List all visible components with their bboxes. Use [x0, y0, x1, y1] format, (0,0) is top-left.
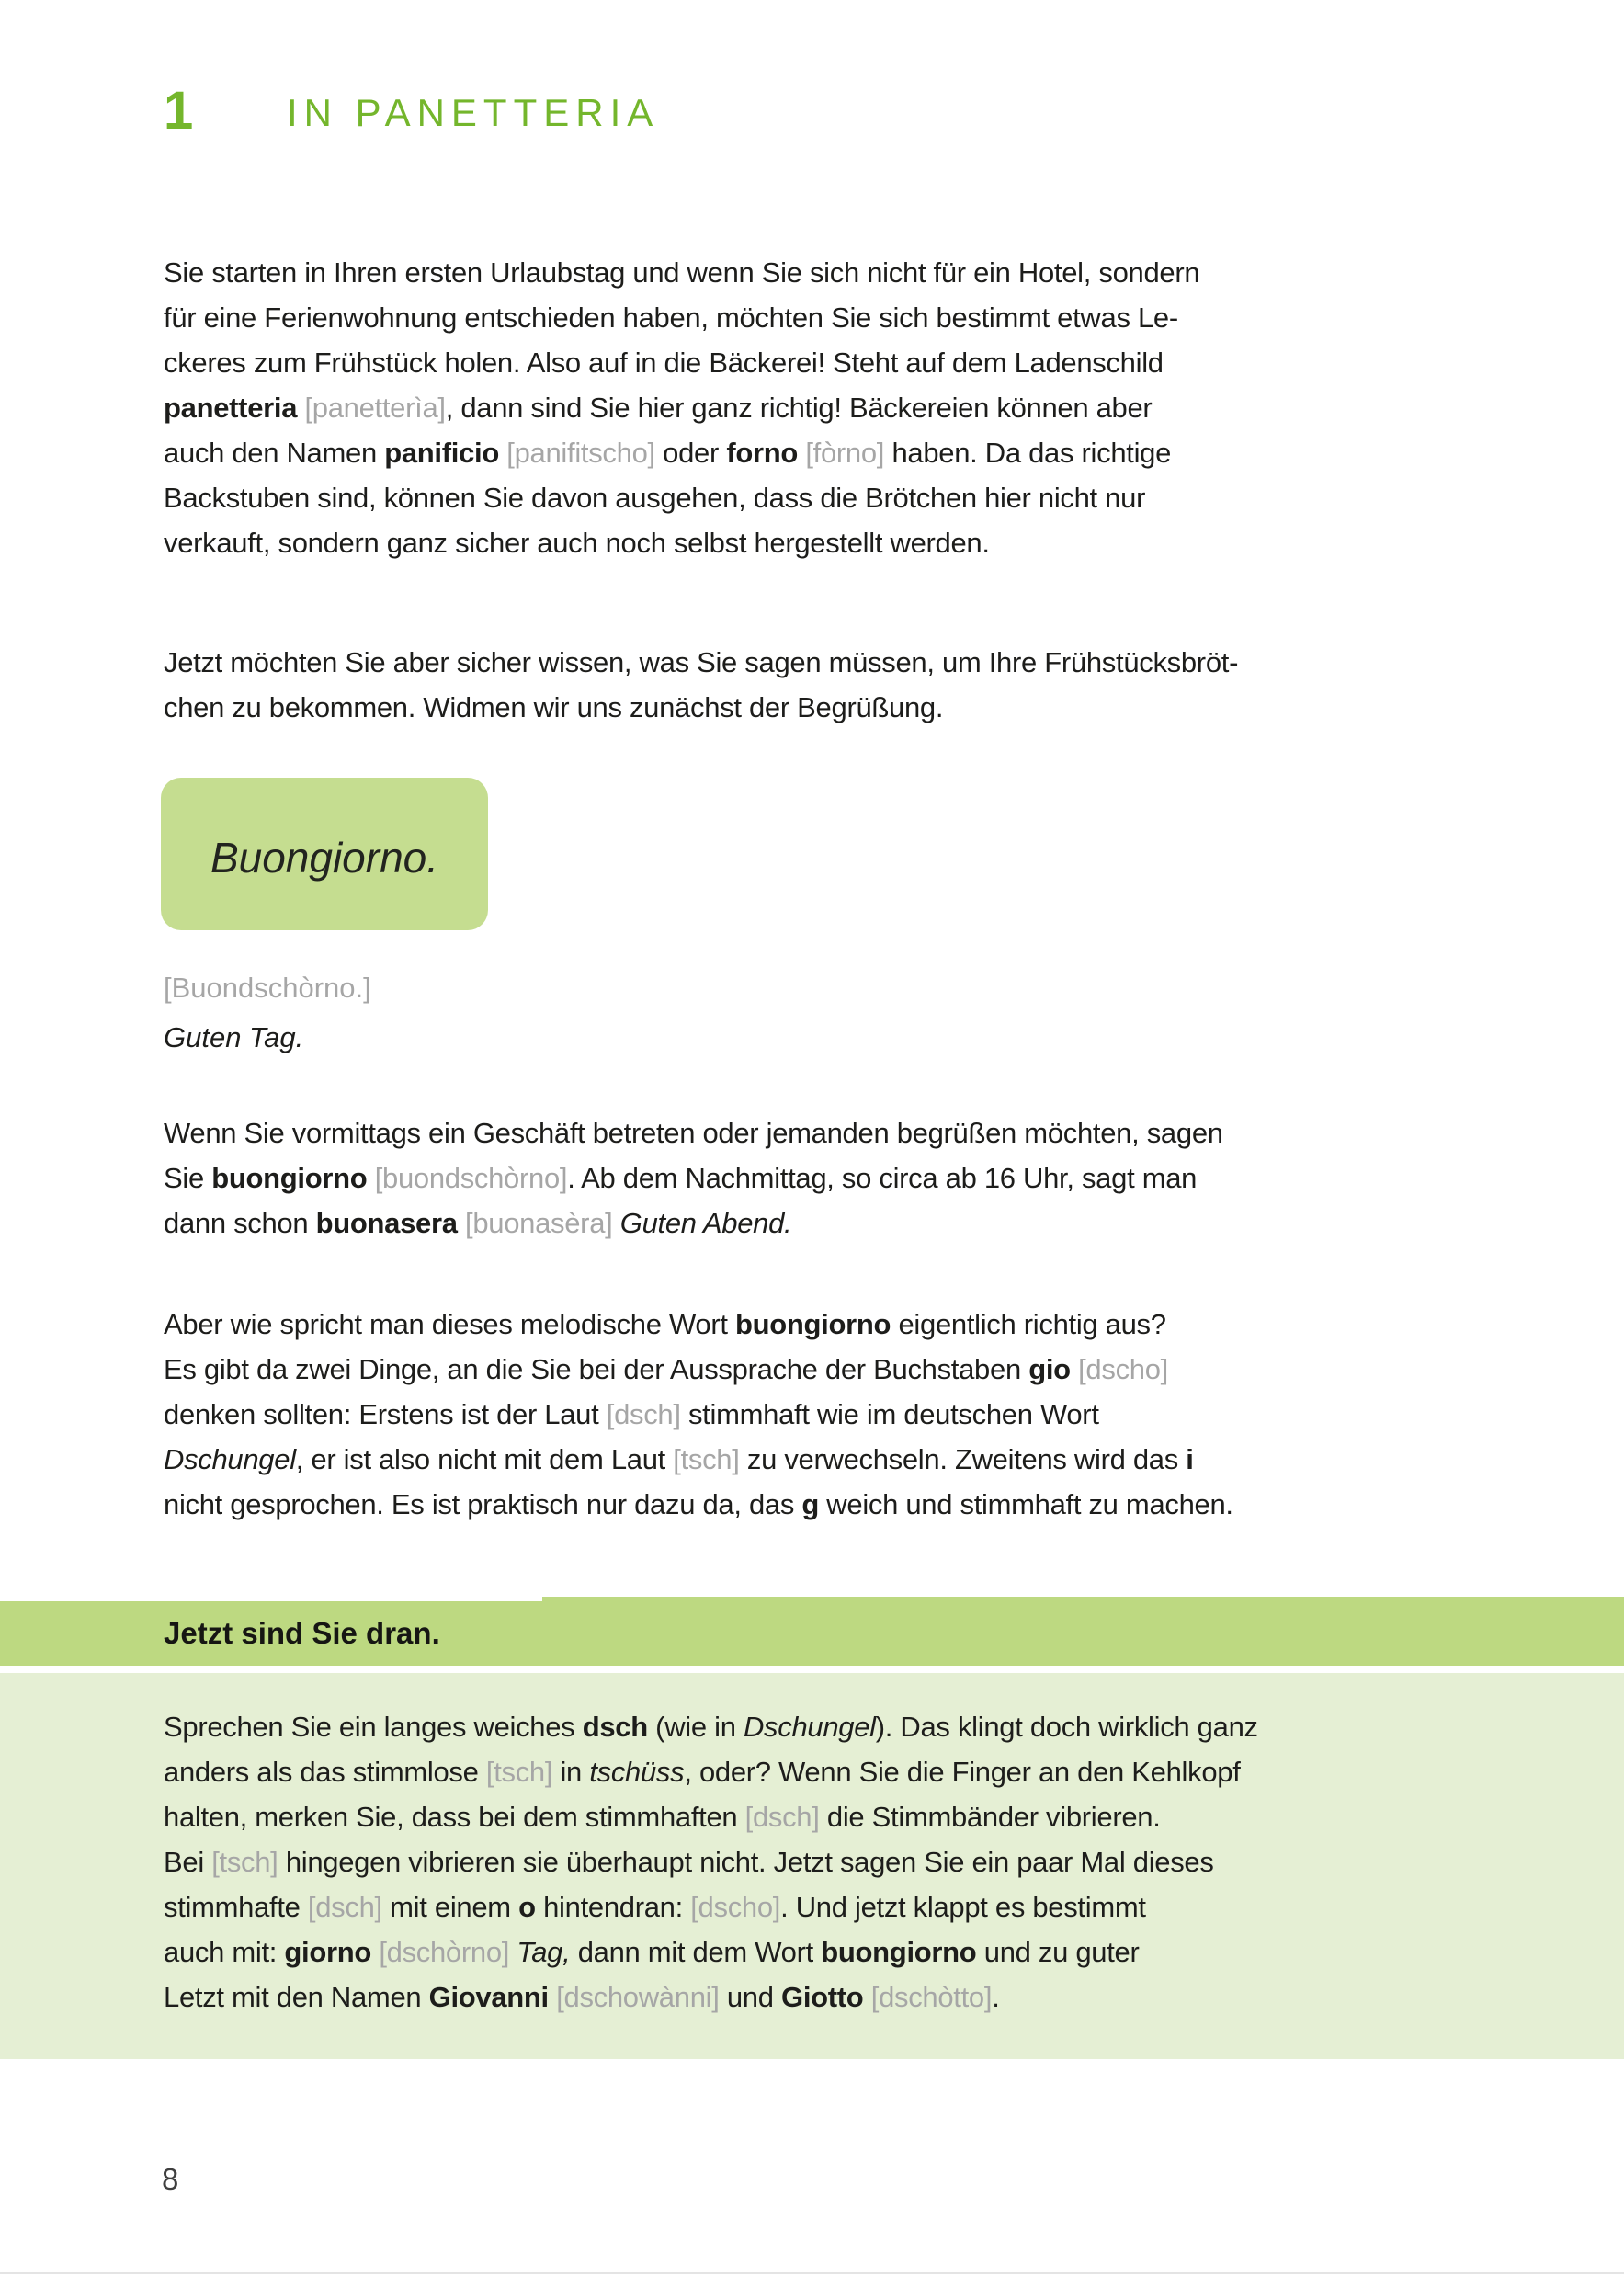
text-segment: hingegen vibrieren sie überhaupt nicht. Jetzt sagen Sie ein paar Mal dieses	[278, 1846, 1214, 1878]
text-segment: [dschòtto]	[863, 1981, 993, 2013]
text-segment: [tsch]	[673, 1443, 740, 1475]
text-segment: [dschòrno]	[371, 1936, 510, 1968]
text-segment: , dann sind Sie hier ganz richtig! Bäckereien können aber	[445, 392, 1153, 424]
text-segment: panificio	[384, 437, 499, 469]
text-line	[164, 685, 1238, 730]
text-segment: . Ab dem Nachmittag, so circa ab 16 Uhr, sagt man	[567, 1162, 1198, 1194]
text-line	[164, 1201, 1223, 1246]
text-segment: Wenn Sie vormittags ein Geschäft betreten oder jemanden begrüßen möchten, sagen	[164, 1117, 1223, 1149]
text-segment: i	[1186, 1443, 1194, 1475]
text-segment: dann schon	[164, 1207, 316, 1239]
text-segment: giorno	[284, 1936, 372, 1968]
text-segment: dsch	[582, 1711, 648, 1743]
text-line	[164, 1794, 1258, 1839]
text-segment: stimmhaft wie im deutschen Wort	[680, 1398, 1099, 1430]
text-segment: Letzt mit den Namen	[164, 1981, 429, 2013]
greeting-paragraph	[164, 640, 1238, 730]
text-segment: und zu guter	[976, 1936, 1140, 1968]
chapter-title: IN PANETTERIA	[287, 91, 660, 134]
text-segment: Es gibt da zwei Dinge, an die Sie bei der Aussprache der Buchstaben	[164, 1353, 1029, 1385]
text-line	[164, 1302, 1233, 1347]
text-segment: Giotto	[781, 1981, 864, 2013]
text-segment: buonasera	[315, 1207, 458, 1239]
text-segment: in	[552, 1756, 590, 1788]
text-line	[164, 1749, 1258, 1794]
text-segment: [tsch]	[211, 1846, 278, 1878]
pronunciation-explainer-paragraph	[164, 1302, 1233, 1527]
text-line	[164, 1884, 1258, 1929]
chapter-number: 1	[164, 81, 194, 141]
text-segment: buongiorno	[821, 1936, 977, 1968]
text-segment: zu verwechseln. Zweitens wird das	[739, 1443, 1187, 1475]
text-segment: (wie in	[647, 1711, 744, 1743]
page-number: 8	[162, 2162, 179, 2196]
text-segment: [dsch]	[744, 1801, 820, 1833]
text-line	[164, 250, 1199, 295]
text-segment	[612, 1207, 619, 1239]
bubble-pronunciation: [Buondschòrno.]	[164, 972, 371, 1004]
text-segment: Dschungel	[164, 1443, 296, 1475]
text-segment: eigentlich richtig aus?	[891, 1308, 1166, 1340]
text-segment: Sie starten in Ihren ersten Urlaubstag und wenn Sie sich nicht für ein Hotel, sondern	[164, 256, 1200, 289]
text-segment: [dschowànni]	[548, 1981, 720, 2013]
text-segment: Backstuben sind, können Sie davon ausgehen, dass die Brötchen hier nicht nur	[164, 482, 1146, 514]
text-line	[164, 640, 1238, 685]
text-line	[164, 1482, 1233, 1527]
text-segment: hintendran:	[535, 1891, 691, 1923]
text-segment: denken sollten: Erstens ist der Laut	[164, 1398, 607, 1430]
text-line	[164, 475, 1199, 520]
text-line	[164, 1839, 1258, 1884]
exercise-title: Jetzt sind Sie dran.	[164, 1616, 440, 1650]
text-line	[164, 1347, 1233, 1392]
text-line	[164, 1155, 1223, 1201]
text-segment: Jetzt möchten Sie aber sicher wissen, was Sie sagen müssen, um Ihre Frühstücksbröt-	[164, 646, 1239, 678]
exercise-paragraph	[164, 1704, 1258, 2020]
text-segment: und	[719, 1981, 781, 2013]
text-line	[164, 1929, 1258, 1974]
text-segment: Sie	[164, 1162, 212, 1194]
text-segment: weich und stimmhaft zu machen.	[818, 1488, 1233, 1520]
text-segment: Aber wie spricht man dieses melodische Wort	[164, 1308, 735, 1340]
text-segment: Bei	[164, 1846, 212, 1878]
usage-paragraph	[164, 1110, 1223, 1246]
text-segment: oder	[654, 437, 727, 469]
text-segment: [tsch]	[485, 1756, 553, 1788]
text-segment: Dschungel	[743, 1711, 876, 1743]
text-segment: auch den Namen	[164, 437, 385, 469]
text-segment: nicht gesprochen. Es ist praktisch nur dazu da, das	[164, 1488, 802, 1520]
text-segment: halten, merken Sie, dass bei dem stimmhaften	[164, 1801, 745, 1833]
text-segment: [buonasèra]	[457, 1207, 613, 1239]
text-segment: gio	[1028, 1353, 1071, 1385]
text-line	[164, 1974, 1258, 2020]
text-segment: [fòrno]	[798, 437, 885, 469]
text-line	[164, 1392, 1233, 1437]
text-segment: Tag,	[517, 1936, 571, 1968]
text-segment: [buondschòrno]	[367, 1162, 568, 1194]
exercise-banner	[0, 1601, 1624, 1666]
text-segment: , oder? Wenn Sie die Finger an den Kehlkopf	[684, 1756, 1241, 1788]
text-segment: tschüss	[589, 1756, 685, 1788]
speech-bubble	[161, 778, 488, 930]
text-segment: [dsch]	[307, 1891, 382, 1923]
text-segment: für eine Ferienwohnung entschieden haben, möchten Sie sich bestimmt etwas Le-	[164, 302, 1178, 334]
text-segment: o	[518, 1891, 536, 1923]
page-bottom-edge	[0, 2272, 1624, 2274]
text-segment: anders als das stimmlose	[164, 1756, 486, 1788]
text-segment: forno	[726, 437, 799, 469]
text-line	[164, 430, 1199, 475]
intro-paragraph	[164, 250, 1199, 565]
text-segment: [dsch]	[606, 1398, 681, 1430]
text-segment: [dscho]	[690, 1891, 781, 1923]
text-line	[164, 340, 1199, 385]
text-segment: Giovanni	[428, 1981, 549, 2013]
text-segment: ). Das klingt doch wirklich ganz	[875, 1711, 1258, 1743]
text-segment: mit einem	[381, 1891, 519, 1923]
bubble-translation: Guten Tag.	[164, 1021, 304, 1053]
text-segment: verkauft, sondern ganz sicher auch noch selbst hergestellt werden.	[164, 527, 990, 559]
text-line	[164, 1704, 1258, 1749]
text-segment: stimmhafte	[164, 1891, 308, 1923]
text-segment: , er ist also nicht mit dem Laut	[295, 1443, 674, 1475]
text-segment: Sprechen Sie ein langes weiches	[164, 1711, 583, 1743]
text-line	[164, 520, 1199, 565]
text-segment: buongiorno	[211, 1162, 368, 1194]
text-segment: die Stimmbänder vibrieren.	[819, 1801, 1161, 1833]
text-segment: [dscho]	[1070, 1353, 1168, 1385]
speech-bubble-text: Buongiorno.	[210, 834, 439, 882]
text-line	[164, 385, 1199, 430]
text-segment: haben. Da das richtige	[884, 437, 1172, 469]
text-segment: . Und jetzt klappt es bestimmt	[780, 1891, 1146, 1923]
text-line	[164, 295, 1199, 340]
text-segment: .	[992, 1981, 1000, 2013]
text-segment: [panetterìa]	[297, 392, 446, 424]
text-segment: panetteria	[164, 392, 298, 424]
text-segment: g	[801, 1488, 819, 1520]
text-line	[164, 1437, 1233, 1482]
text-segment: Guten Abend.	[619, 1207, 792, 1239]
text-segment: chen zu bekommen. Widmen wir uns zunächst der Begrüßung.	[164, 691, 944, 723]
text-segment: auch mit:	[164, 1936, 285, 1968]
text-segment: ckeres zum Frühstück holen. Also auf in die Bäckerei! Steht auf dem Ladenschild	[164, 347, 1164, 379]
text-segment: dann mit dem Wort	[570, 1936, 822, 1968]
text-segment: buongiorno	[734, 1308, 891, 1340]
text-segment: [panifitscho]	[498, 437, 655, 469]
text-line	[164, 1110, 1223, 1155]
